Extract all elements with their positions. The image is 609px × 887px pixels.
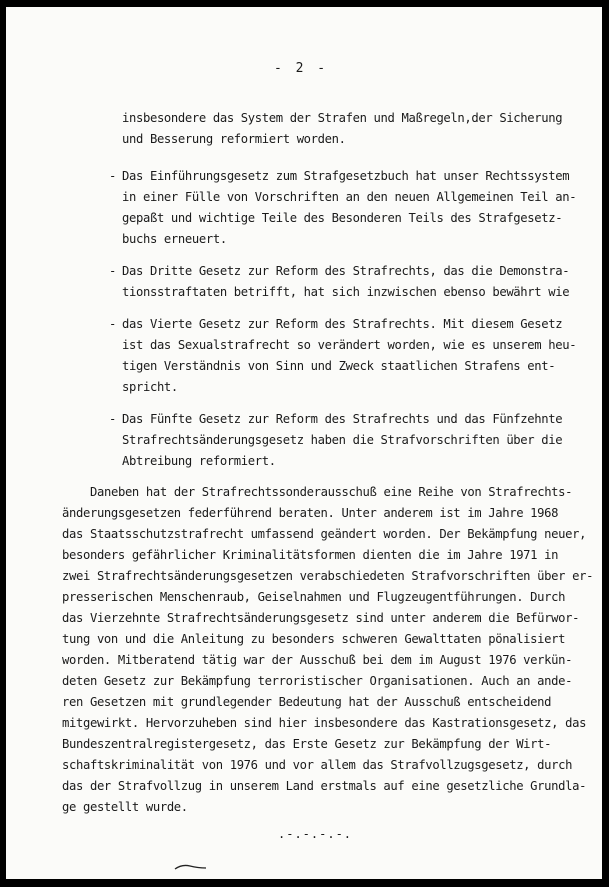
- text-line: gepaßt und wichtige Teile des Besonderen Teils des Strafgesetz-: [122, 211, 563, 225]
- text-line: insbesondere das System der Strafen und Maßregeln,der Sicherung: [122, 111, 563, 125]
- text-line: tionsstraftaten betrifft, hat sich inzwischen ebenso bewährt wie: [122, 285, 570, 299]
- text-line: buchs erneuert.: [122, 232, 227, 246]
- text-line: Das Einführungsgesetz zum Strafgesetzbuch hat unser Rechtssystem: [122, 169, 570, 183]
- bullet-dash: -: [109, 317, 117, 331]
- text-line: worden. Mitberatend tätig war der Ausschuß bei dem im August 1976 verkün-: [62, 653, 573, 667]
- text-line: ge gestellt wurde.: [62, 800, 188, 814]
- text-line: tigen Verständnis von Sinn und Zweck staatlichen Strafens ent-: [122, 359, 556, 373]
- document-page: [6, 7, 602, 879]
- text-line: mitgewirkt. Hervorzuheben sind hier insbesondere das Kastrationsgesetz, das: [62, 716, 587, 730]
- page-number: - 2 -: [274, 61, 329, 76]
- text-line: Abtreibung reformiert.: [122, 454, 276, 468]
- text-line: schaftskriminalität von 1976 und vor allem das Strafvollzugsgesetz, durch: [62, 758, 573, 772]
- text-line: Daneben hat der Strafrechtssonderausschuß eine Reihe von Strafrechts-: [90, 485, 573, 499]
- bullet-dash: -: [109, 169, 117, 183]
- bullet-dash: -: [109, 412, 117, 426]
- text-line: Bundeszentralregistergesetz, das Erste Gesetz zur Bekämpfung der Wirt-: [62, 737, 552, 751]
- text-line: das Staatsschutzstrafrecht umfassend geändert worden. Der Bekämpfung neuer,: [62, 527, 587, 541]
- text-line: das Vierte Gesetz zur Reform des Strafrechts. Mit diesem Gesetz: [122, 317, 563, 331]
- text-line: ren Gesetzen mit grundlegender Bedeutung hat der Ausschuß entscheidend: [62, 695, 552, 709]
- text-line: deten Gesetz zur Bekämpfung terroristischer Organisationen. Auch an ande-: [62, 674, 573, 688]
- text-line: und Besserung reformiert worden.: [122, 132, 346, 146]
- text-line: zwei Strafrechtsänderungsgesetzen verabschiedeten Strafvorschriften über er-: [62, 569, 594, 583]
- section-separator: .-.-.-.-.: [278, 827, 353, 841]
- text-line: Das Dritte Gesetz zur Reform des Strafrechts, das die Demonstra-: [122, 264, 570, 278]
- text-line: Strafrechtsänderungsgesetz haben die Strafvorschriften über die: [122, 433, 563, 447]
- text-line: besonders gefährlicher Kriminalitätsformen dienten die im Jahre 1971 in: [62, 548, 559, 562]
- text-line: ist das Sexualstrafrecht so verändert worden, wie es unserem heu-: [122, 338, 577, 352]
- text-line: das der Strafvollzug in unserem Land erstmals auf eine gesetzliche Grundla-: [62, 779, 587, 793]
- text-line: Das Fünfte Gesetz zur Reform des Strafrechts und das Fünfzehnte: [122, 412, 563, 426]
- text-line: das Vierzehnte Strafrechtsänderungsgesetz sind unter anderem die Befürwor-: [62, 611, 580, 625]
- bullet-dash: -: [109, 264, 117, 278]
- text-line: spricht.: [122, 380, 178, 394]
- text-line: in einer Fülle von Vorschriften an den neuen Allgemeinen Teil an-: [122, 190, 577, 204]
- text-line: tung von und die Anleitung zu besonders schweren Gewalttaten pönalisiert: [62, 632, 566, 646]
- text-line: änderungsgesetzen federführend beraten. Unter anderem ist im Jahre 1968: [62, 506, 559, 520]
- text-line: presserischen Menschenraub, Geiselnahmen und Flugzeugentführungen. Durch: [62, 590, 566, 604]
- pen-mark: [174, 857, 208, 876]
